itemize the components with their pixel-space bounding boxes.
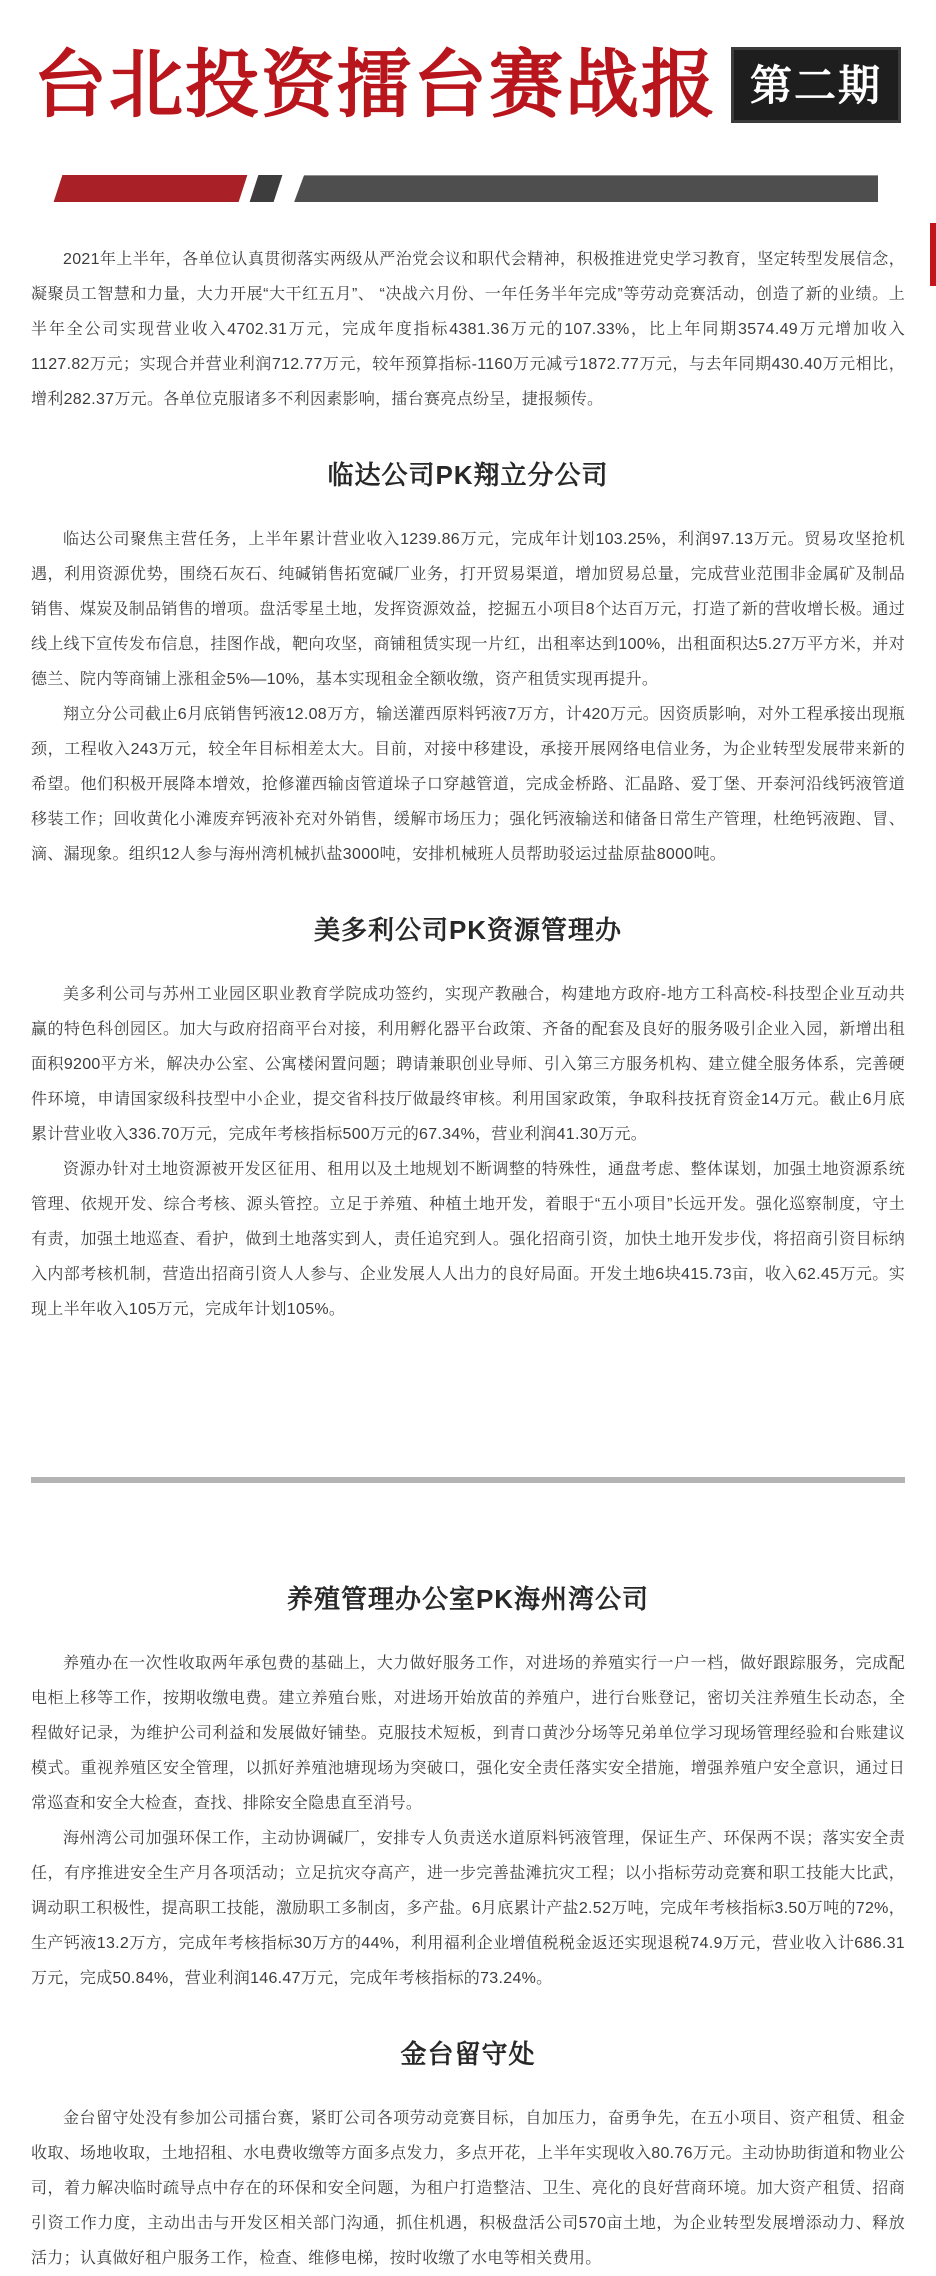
- divider-stripe-dark-long: [294, 175, 878, 202]
- section-paragraph: 美多利公司与苏州工业园区职业教育学院成功签约，实现产教融合，构建地方政府-地方工科高校-科技型企业互动共赢的特色科创园区。加大与政府招商平台对接，利用孵化器平台政策、齐备的配套及良好的服务吸引企业入园，新增出租面积9200平方米，解决办公室、公寓楼闲置问题；聘请兼职创业导师、引入第三方服务机构、建立健全服务体系，完善硬件环境，申请国家级科技型中小企业，提交省科技厅做最终审核。利用国家政策，争取科技抚育资金14万元。截止6月底累计营业收入336.70万元，完成年考核指标500万元的67.34%，营业利润41.30万元。: [31, 986, 905, 1144]
- section-heading: 美多利公司PK资源管理办: [313, 915, 623, 946]
- intro-paragraph: 2021年上半年，各单位认真贯彻落实两级从严治党会议和职代会精神，积极推进党史学习教育，坚定转型发展信念，凝聚员工智慧和力量，大力开展“大干红五月”、 “决战六月份、一年任务半年完成”等劳动竞赛活动，创造了新的业绩。上半年全公司实现营业收入4702.31万元，完成年度指标4381.36万元的107.33%，比上年同期3574.49万元增加收入1127.82万元；实现合并营业利润712.77万元，较年预算指标-1160万元减亏1872.77万元，与去年同期430.40万元相比，增利282.37万元。各单位克服诸多不利因素影响，擂台赛亮点纷呈，捷报频传。: [31, 251, 905, 409]
- section-paragraph: 资源办针对土地资源被开发区征用、租用以及土地规划不断调整的特殊性，通盘考虑、整体谋划，加强土地资源系统管理、依规开发、综合考核、源头管控。立足于养殖、种植土地开发，着眼于“五小项目”长远开发。强化巡察制度，守土有责，加强土地巡查、看护，做到土地落实到人，责任追究到人。强化招商引资，加快土地开发步伐，将招商引资目标纳入内部考核机制，营造出招商引资人人参与、企业发展人人出力的良好局面。开发土地6块415.73亩，收入62.45万元。实现上半年收入105万元，完成年计划105%。: [31, 1161, 905, 1319]
- section-paragraph: 养殖办在一次性收取两年承包费的基础上，大力做好服务工作，对进场的养殖实行一户一档，做好跟踪服务，完成配电柜上移等工作，按期收缴电费。建立养殖台账，对进场开始放苗的养殖户，进行台账登记，密切关注养殖生长动态，全程做好记录，为维护公司利益和发展做好铺垫。克服技术短板，到青口黄沙分场等兄弟单位学习现场管理经验和台账建议模式。重视养殖区安全管理，以抓好养殖池塘现场为突破口，强化安全责任落实安全措施，增强养殖户安全意识，通过日常巡查和安全大检查，查找、排除安全隐患直至消号。: [31, 1655, 905, 1813]
- scrollbar-thumb[interactable]: [930, 223, 936, 286]
- mid-page-divider: [31, 1477, 905, 1483]
- section-jintai: [31, 2034, 905, 2276]
- article-body: [0, 242, 936, 2276]
- section-heading: 金台留守处: [400, 2039, 536, 2070]
- page-title: 台北投资擂台赛战报: [33, 43, 717, 126]
- header-divider: [0, 175, 936, 202]
- section-heading: 临达公司PK翔立分公司: [327, 460, 609, 491]
- issue-badge: 第二期: [731, 47, 901, 123]
- section-paragraph: 金台留守处没有参加公司擂台赛，紧盯公司各项劳动竞赛目标，自加压力，奋勇争先，在五小项目、资产租赁、租金收取、场地收取，土地招租、水电费收缴等方面多点发力，多点开花，上半年实现收入80.76万元。主动协助街道和物业公司，着力解决临时疏导点中存在的环保和安全问题，为租户打造整洁、卫生、亮化的良好营商环境。加大资产租赁、招商引资工作力度，主动出击与开发区相关部门沟通，抓住机遇，积极盘活公司570亩土地，为企业转型发展增添动力、释放活力；认真做好租户服务工作，检查、维修电梯，按时收缴了水电等相关费用。: [31, 2110, 905, 2268]
- title-row: [31, 44, 905, 125]
- section-paragraph: 翔立分公司截止6月底销售钙液12.08万方，输送灌西原料钙液7万方，计420万元。因资质影响，对外工程承接出现瓶颈，工程收入243万元，较全年目标相差太大。目前，对接中移建设，承接开展网络电信业务，为企业转型发展带来新的希望。他们积极开展降本增效，抢修灌西输卤管道垛子口穿越管道，完成金桥路、汇晶路、爱丁堡、开泰河沿线钙液管道移装工作；回收黄化小滩废弃钙液补充对外销售，缓解市场压力；强化钙液输送和储备日常生产管理，杜绝钙液跑、冒、滴、漏现象。组织12人参与海州湾机械扒盐3000吨，安排机械班人员帮助驳运过盐原盐8000吨。: [31, 706, 905, 864]
- section-paragraph: 临达公司聚焦主营任务，上半年累计营业收入1239.86万元，完成年计划103.25%，利润97.13万元。贸易攻坚抢机遇，利用资源优势，围绕石灰石、纯碱销售拓宽碱厂业务，打开贸易渠道，增加贸易总量，完成营业范围非金属矿及制品销售、煤炭及制品销售的增项。盘活零星土地，发挥资源效益，挖掘五小项目8个达百万元，打造了新的营收增长极。通过线上线下宣传发布信息，挂图作战，靶向攻坚，商铺租赁实现一片红，出租率达到100%，出租面积达5.27万平方米，并对德兰、院内等商铺上涨租金5%—10%，基本实现租金全额收缴，资产租赁实现再提升。: [31, 531, 905, 689]
- section-linda-vs-xiangli: [31, 455, 905, 872]
- page-header: [0, 0, 936, 202]
- divider-stripe-red: [54, 175, 248, 202]
- divider-stripe-dark-small: [250, 175, 283, 202]
- section-meiduoli-vs-ziyuan: [31, 910, 905, 1327]
- section-heading: 养殖管理办公室PK海州湾公司: [286, 1584, 650, 1615]
- section-paragraph: 海州湾公司加强环保工作，主动协调碱厂，安排专人负责送水道原料钙液管理，保证生产、环保两不误；落实安全责任，有序推进安全生产月各项活动；立足抗灾夺高产，进一步完善盐滩抗灾工程；以小指标劳动竞赛和职工技能大比武，调动职工积极性，提高职工技能，激励职工多制卤，多产盐。6月底累计产盐2.52万吨，完成年考核指标3.50万吨的72%，生产钙液13.2万方，完成年考核指标30万方的44%，利用福利企业增值税税金返还实现退税74.9万元，营业收入计686.31万元，完成50.84%，营业利润146.47万元，完成年考核指标的73.24%。: [31, 1830, 905, 1988]
- section-yangzhi-vs-haizhouwan: [31, 1579, 905, 1996]
